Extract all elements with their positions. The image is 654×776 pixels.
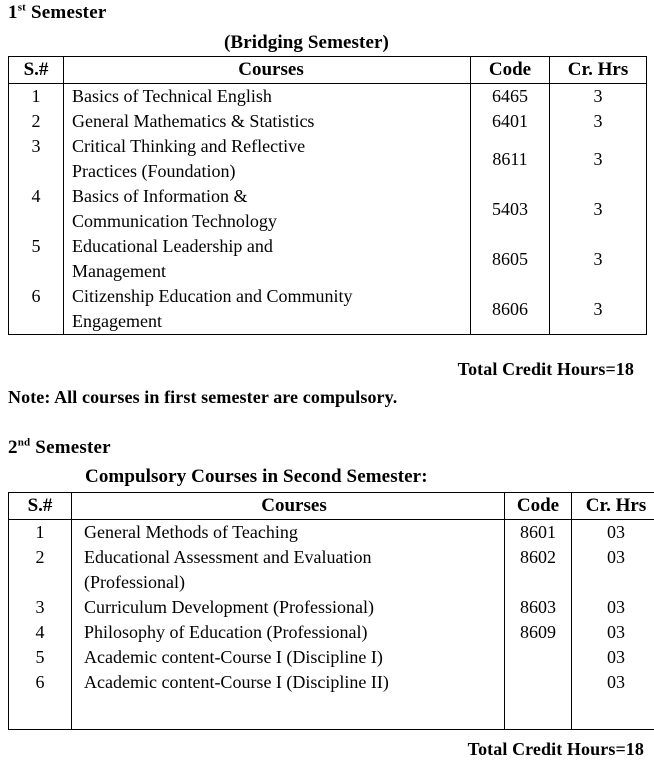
row-hours [572,670,654,695]
table-row [9,134,647,184]
course-line: Practices (Foundation) [72,161,236,181]
semester-1-subtitle: (Bridging Semester) [224,32,389,53]
row-sn [9,184,64,234]
row-hours: 3 [550,84,647,110]
row-sn-text: 4 [31,186,41,206]
course-line: Management [72,261,166,281]
row-code [505,645,572,670]
row-sn [9,284,64,335]
table-row [9,520,654,546]
table-row [9,234,647,284]
table-row [9,284,647,335]
row-course [64,134,471,184]
row-sn: 2 [9,109,64,134]
row-hours-text: 03 [607,647,625,667]
row-course [64,109,471,134]
semester-1-note: Note: All courses in first semester are compulsory. [8,387,398,407]
row-course [72,645,505,670]
row-hours: 3 [550,234,647,284]
row-code [505,695,572,730]
row-hours [572,620,654,645]
row-course [72,520,505,546]
row-code [505,545,572,595]
course-line: Academic content-Course I (Discipline II) [84,672,389,692]
row-code: 6465 [471,84,550,110]
row-hours-text: 03 [607,672,625,692]
column-header-courses: Courses [72,493,505,520]
semester-2-heading [8,437,111,459]
row-sn-text: 4 [35,622,45,642]
semester-1-total-credit-hours: Total Credit Hours=18 [457,359,634,379]
row-code: 8605 [471,234,550,284]
course-line: Educational Leadership and [72,236,273,256]
semester-1-course-table [8,56,647,335]
row-code: 8606 [471,284,550,335]
row-sn [9,670,72,695]
row-sn [9,695,72,730]
course-line: Curriculum Development (Professional) [84,597,374,617]
semester-1-heading-ordinal: st [17,1,27,14]
course-line: (Professional) [84,572,185,592]
row-code: 5403 [471,184,550,234]
row-hours-text: 03 [607,522,625,542]
semester-2-course-table [8,492,654,730]
row-code-text: 8609 [520,622,556,642]
table-row [9,645,654,670]
row-sn [9,520,72,546]
row-hours: 3 [550,134,647,184]
row-hours: 3 [550,109,647,134]
column-header-code: Code [471,57,550,84]
table-row [9,670,654,695]
row-sn [9,134,64,184]
semester-2-heading-number: 2 [8,437,18,458]
row-sn-text: 1 [35,522,45,542]
row-code [505,670,572,695]
row-sn-text: 5 [31,236,41,256]
row-hours-text: 03 [607,547,625,567]
semester-2-subtitle: Compulsory Courses in Second Semester: [85,466,428,487]
row-sn-text: 3 [31,136,41,156]
semester-2-heading-word: Semester [35,437,111,458]
row-course [64,234,471,284]
course-line: Academic content-Course I (Discipline I) [84,647,383,667]
column-header-courses: Courses [64,57,471,84]
row-course [72,695,505,730]
row-code-text: 8602 [520,547,556,567]
table-row-empty [9,695,654,730]
row-course [72,545,505,595]
row-hours-text: 03 [607,597,625,617]
row-course [64,84,471,110]
column-header-code: Code [505,493,572,520]
table-row [9,109,647,134]
row-sn-text: 6 [31,286,41,306]
course-line: Basics of Information & [72,186,248,206]
row-sn [9,620,72,645]
column-header-sn: S.# [9,493,72,520]
row-hours: 3 [550,184,647,234]
row-code: 6401 [471,109,550,134]
table-row [9,184,647,234]
course-line: General Methods of Teaching [84,522,298,542]
row-hours [572,520,654,546]
semester-1-heading-number: 1 [8,2,18,23]
semester-1-heading [8,2,106,24]
row-hours [572,545,654,595]
row-hours [572,645,654,670]
table-row [9,545,654,595]
course-line: Philosophy of Education (Professional) [84,622,368,642]
course-line: General Mathematics & Statistics [72,111,315,131]
row-hours [572,695,654,730]
course-line: Educational Assessment and Evaluation [84,547,372,567]
course-line: Citizenship Education and Community [72,286,353,306]
table-row [9,84,647,110]
row-sn-text: 5 [35,647,45,667]
row-hours [572,595,654,620]
semester-1-heading-word: Semester [31,2,107,23]
row-course [72,670,505,695]
row-sn [9,234,64,284]
row-code [505,595,572,620]
row-sn [9,645,72,670]
row-code-text: 8601 [520,522,556,542]
row-course [64,184,471,234]
row-sn-text: 6 [35,672,45,692]
semester-2-heading-ordinal: nd [17,436,31,449]
row-code-text: 8603 [520,597,556,617]
row-code: 8611 [471,134,550,184]
row-course [72,620,505,645]
table-header-row [9,493,654,520]
column-header-sn: S.# [9,57,64,84]
row-sn [9,545,72,595]
course-line: Communication Technology [72,211,277,231]
row-sn-text: 2 [35,547,45,567]
course-line: Critical Thinking and Reflective [72,136,306,156]
row-hours-text: 03 [607,622,625,642]
column-header-credit-hours: Cr. Hrs [550,57,647,84]
table-row [9,595,654,620]
course-line: Engagement [72,311,162,331]
course-line: Basics of Technical English [72,86,272,106]
semester-2-total-credit-hours: Total Credit Hours=18 [467,739,644,759]
row-sn-text: 3 [35,597,45,617]
row-sn [9,595,72,620]
row-course [72,595,505,620]
column-header-credit-hours: Cr. Hrs [572,493,654,520]
row-sn: 1 [9,84,64,110]
row-hours: 3 [550,284,647,335]
row-code [505,520,572,546]
row-code [505,620,572,645]
table-row [9,620,654,645]
row-course [64,284,471,335]
table-header-row [9,57,647,84]
